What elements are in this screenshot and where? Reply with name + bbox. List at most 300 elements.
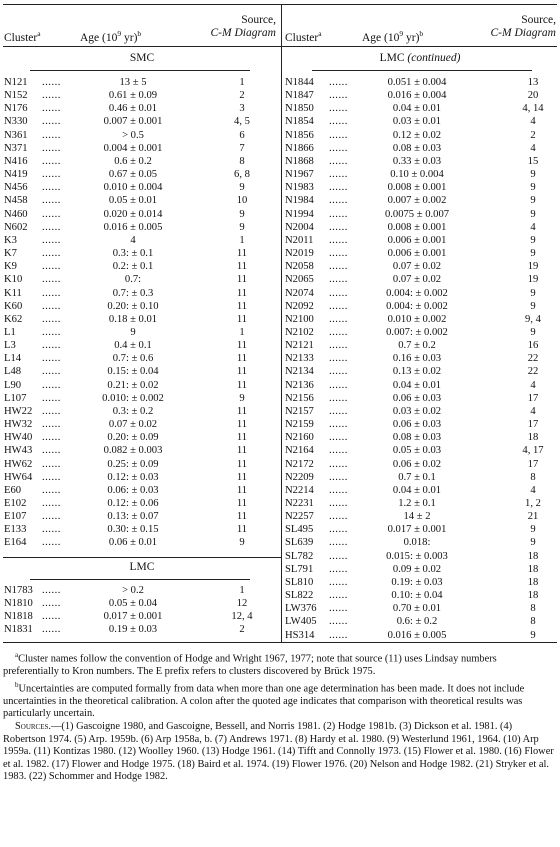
cluster-name: N2257: [285, 511, 314, 523]
age-value: 0.008 ± 0.001: [387, 221, 447, 233]
leader-dots: ......: [42, 195, 61, 207]
cluster-name: N361: [4, 129, 28, 141]
age-value: 0.082 ± 0.003: [103, 445, 163, 457]
source-value: 9: [530, 326, 536, 338]
age-value: 0.10: ± 0.04: [391, 590, 443, 602]
source-value: 4: [530, 221, 536, 233]
cluster-name: N2209: [285, 471, 314, 483]
source-value: 11: [236, 248, 248, 260]
age-value: 0.20: ± 0.10: [107, 300, 159, 312]
cluster-name: K3: [4, 234, 17, 246]
age-value: 0.004 ± 0.001: [103, 142, 163, 154]
source-value: 9: [530, 234, 536, 246]
cluster-name: N2133: [285, 353, 314, 365]
age-value: 0.006 ± 0.001: [387, 248, 447, 260]
cluster-name: N419: [4, 169, 28, 181]
age-value: 0.007 ± 0.001: [103, 116, 163, 128]
cluster-name: N2074: [285, 287, 314, 299]
age-value: 0.3: ± 0.1: [112, 248, 154, 260]
cluster-name: N1818: [4, 611, 33, 623]
age-value: 0.7: ± 0.3: [112, 287, 154, 299]
age-value: 1.2 ± 0.1: [398, 498, 436, 509]
cluster-name: SL782: [285, 550, 314, 562]
leader-dots: ......: [329, 169, 348, 181]
age-value: 0.7: ± 0.6: [112, 353, 154, 365]
table-row: [285, 326, 557, 339]
table-row: [285, 615, 557, 628]
table-row: [4, 623, 280, 636]
table-row: [285, 115, 557, 128]
table-row: [4, 471, 280, 484]
age-value: 0.09 ± 0.02: [392, 563, 442, 575]
age-value: 0.03 ± 0.01: [392, 116, 442, 128]
source-value: 11: [236, 458, 248, 470]
leader-dots: ......: [42, 484, 61, 496]
age-value: 0.010 ± 0.002: [387, 313, 447, 325]
cluster-name: N176: [4, 103, 28, 115]
lmc-table-body: [4, 584, 280, 637]
age-value: 0.008 ± 0.001: [387, 182, 447, 194]
cluster-name: HW43: [4, 445, 33, 457]
age-value: 0.30: ± 0.15: [107, 524, 159, 536]
source-value: 4: [530, 142, 536, 154]
leader-dots: ......: [42, 326, 61, 338]
leader-dots: ......: [42, 129, 61, 141]
cluster-name: L1: [4, 326, 16, 338]
table-row: [285, 589, 557, 602]
table-row: [285, 181, 557, 194]
leader-dots: ......: [329, 405, 348, 417]
cluster-name: SL791: [285, 563, 314, 575]
cluster-name: E133: [4, 524, 27, 536]
cluster-name: N602: [4, 221, 28, 233]
leader-dots: ......: [42, 445, 61, 457]
cluster-name: L90: [4, 379, 22, 391]
source-value: 2: [239, 624, 245, 636]
note-b: $^b$Uncertainties are computed formally from data when more than one age determination has been made. It does not include uncertainties in the theoretical calibration. A colon after the quoted age indicates that comparison with theoretical results was particularly uncertain.: [3, 680, 525, 720]
cluster-name: N416: [4, 155, 28, 167]
source-value: 7: [239, 142, 245, 154]
source-value: 9: [530, 169, 536, 181]
lmc-section-top-rule: [3, 557, 281, 558]
age-value: 0.19: ± 0.03: [391, 576, 443, 588]
cluster-name: L48: [4, 366, 22, 378]
age-value: 0.007: ± 0.002: [386, 326, 448, 338]
age-value: 0.05 ± 0.03: [392, 445, 442, 457]
section-title-smc: SMC: [129, 52, 155, 64]
source-value: 4, 5: [234, 116, 250, 128]
table-row: [4, 300, 280, 313]
cluster-name: N1868: [285, 155, 314, 167]
cluster-name: N2004: [285, 221, 314, 233]
leader-dots: ......: [42, 498, 61, 509]
leader-dots: ......: [329, 195, 348, 207]
table-row: [285, 313, 557, 326]
table-top-rule: [3, 4, 557, 5]
cluster-name: SL822: [285, 590, 314, 602]
table-row: [4, 326, 280, 339]
age-value: 0.12 ± 0.02: [392, 129, 442, 141]
age-value: 0.04 ± 0.01: [392, 103, 442, 115]
age-value: 0.2: ± 0.1: [112, 261, 154, 273]
source-value: 9: [239, 221, 245, 233]
table-row: [285, 300, 557, 313]
leader-dots: ......: [329, 287, 348, 299]
age-value: 0.08 ± 0.03: [392, 142, 442, 154]
cluster-name: N1866: [285, 142, 314, 154]
table-row: [285, 365, 557, 378]
source-value: 18: [527, 550, 539, 562]
source-value: 9: [530, 524, 536, 536]
source-value: 17: [527, 392, 539, 404]
source-value: 9: [239, 537, 245, 549]
source-value: 11: [236, 445, 248, 457]
table-row: [285, 352, 557, 365]
leader-dots: ......: [329, 419, 348, 431]
leader-dots: ......: [329, 550, 348, 562]
leader-dots: ......: [42, 155, 61, 167]
header-cluster-right: Cluster$^a$: [285, 29, 322, 44]
cluster-name: E60: [4, 484, 22, 496]
source-value: 9: [530, 629, 536, 641]
age-value: 0.06: ± 0.03: [107, 484, 159, 496]
table-row: [285, 155, 557, 168]
cluster-name: N1856: [285, 129, 314, 141]
age-value: 0.06 ± 0.01: [108, 537, 158, 549]
source-value: 9: [530, 537, 536, 549]
table-row: [4, 365, 280, 378]
cluster-name: N1850: [285, 103, 314, 115]
leader-dots: ......: [329, 300, 348, 312]
cluster-name: N330: [4, 116, 28, 128]
cluster-name: SL495: [285, 524, 314, 536]
source-value: 8: [530, 616, 536, 628]
age-value: 0.018:: [403, 537, 431, 549]
leader-dots: ......: [329, 274, 348, 286]
source-value: 18: [527, 590, 539, 602]
leader-dots: ......: [329, 458, 348, 470]
table-row: [4, 208, 280, 221]
table-row: [4, 339, 280, 352]
cluster-name: N2136: [285, 379, 314, 391]
cluster-name: N2058: [285, 261, 314, 273]
cluster-name: N2100: [285, 313, 314, 325]
leader-dots: ......: [42, 340, 61, 352]
source-value: 19: [527, 274, 539, 286]
cluster-name: LW376: [285, 603, 317, 615]
table-row: [285, 273, 557, 286]
source-value: 9: [530, 300, 536, 312]
leader-dots: ......: [42, 248, 61, 260]
leader-dots: ......: [42, 103, 61, 115]
table-row: [4, 155, 280, 168]
age-value: 13 ± 5: [119, 77, 147, 88]
source-value: 8: [239, 155, 245, 167]
cluster-name: N456: [4, 182, 28, 194]
age-value: 0.020 ± 0.014: [103, 208, 163, 220]
source-value: 9: [239, 208, 245, 220]
table-row: [4, 260, 280, 273]
cluster-name: HW64: [4, 471, 33, 483]
table-row: [285, 629, 557, 642]
leader-dots: ......: [42, 77, 61, 88]
source-value: 3: [239, 103, 245, 115]
cluster-name: N2164: [285, 445, 314, 457]
source-value: 9: [530, 195, 536, 207]
age-value: > 0.5: [122, 129, 144, 141]
age-value: 9: [130, 326, 136, 338]
leader-dots: ......: [329, 261, 348, 273]
source-value: 11: [236, 511, 248, 523]
source-value: 9: [239, 392, 245, 404]
source-value: 9: [239, 182, 245, 194]
table-row: [285, 471, 557, 484]
source-value: 11: [236, 432, 248, 444]
cluster-name: LW405: [285, 616, 317, 628]
cluster-name: N2160: [285, 432, 314, 444]
table-row: [4, 584, 280, 597]
table-row: [4, 392, 280, 405]
table-row: [285, 234, 557, 247]
source-value: 1: [239, 585, 245, 596]
age-value: 0.70 ± 0.01: [392, 603, 442, 615]
table-row: [4, 247, 280, 260]
source-value: 9: [530, 182, 536, 194]
cluster-name: N1983: [285, 182, 314, 194]
age-value: 0.13: ± 0.07: [107, 511, 159, 523]
table-row: [285, 523, 557, 536]
table-row: [4, 168, 280, 181]
table-row: [285, 76, 557, 89]
leader-dots: ......: [329, 511, 348, 523]
source-value: 11: [236, 340, 248, 352]
source-value: 4: [530, 484, 536, 496]
age-value: 0.004: ± 0.002: [386, 300, 448, 312]
note-sources: Sources.—(1) Gascoigne 1980, and Gascoigne, Bessell, and Norris 1981. (2) Hodge 1981b. (3) Dickson et al. 1981. (4) Robertson 1974. (5) Arp. 1959b. (6) Arp 1958a, b. (7) Andrews 1971. (8) Hardy et al. 1980. (9) Westerlund 1961, 1964. (10) Arp 1959a. (11) Kontizas 1980. (12) Woolley 1960. (13) Hodge 1961. (14) Tifft and Connolly 1973. (15) Flower et al. 1980. (16) Flower et al. 1982. (17) Flower and Hodge 1975. (18) Baird et al. 1974. (19) Flower 1976. (20) Nelson and Hodge 1982. (21) Stryker et al. 1983. (22) Schommer and Hodge 1982.: [3, 720, 554, 783]
leader-dots: ......: [329, 471, 348, 483]
leader-dots: ......: [329, 221, 348, 233]
source-value: 22: [527, 366, 539, 378]
cluster-name: SL810: [285, 576, 314, 588]
age-value: 0.67 ± 0.05: [108, 169, 158, 181]
cluster-name: N1994: [285, 208, 314, 220]
leader-dots: ......: [329, 182, 348, 194]
source-value: 11: [236, 471, 248, 483]
age-value: 0.05 ± 0.04: [108, 598, 158, 610]
leader-dots: ......: [329, 603, 348, 615]
cluster-name: K7: [4, 248, 17, 260]
table-row: [4, 287, 280, 300]
cluster-name: N1967: [285, 169, 314, 181]
leader-dots: ......: [42, 90, 61, 102]
cluster-name: N2159: [285, 419, 314, 431]
age-value: 0.46 ± 0.01: [108, 103, 158, 115]
table-row: [285, 536, 557, 549]
cluster-name: L3: [4, 340, 16, 352]
leader-dots: ......: [329, 234, 348, 246]
leader-dots: ......: [329, 103, 348, 115]
cluster-name: E164: [4, 537, 27, 549]
leader-dots: ......: [42, 116, 61, 128]
age-value: 0.016 ± 0.004: [387, 90, 447, 102]
leader-dots: ......: [329, 484, 348, 496]
cluster-name: N1810: [4, 598, 33, 610]
lmc-continued-title-rule: [312, 70, 532, 71]
leader-dots: ......: [329, 366, 348, 378]
age-value: 0.7:: [124, 274, 142, 286]
cluster-name: N152: [4, 90, 28, 102]
table-row: [4, 115, 280, 128]
age-value: 0.04 ± 0.01: [392, 484, 442, 496]
table-row: [285, 194, 557, 207]
table-row: [285, 602, 557, 615]
leader-dots: ......: [42, 419, 61, 431]
source-value: 13: [527, 77, 539, 88]
cluster-name: SL639: [285, 537, 314, 549]
source-value: 9: [530, 287, 536, 299]
table-row: [4, 431, 280, 444]
leader-dots: ......: [329, 629, 348, 641]
cluster-name: L107: [4, 392, 27, 404]
leader-dots: ......: [42, 313, 61, 325]
cluster-name: N1854: [285, 116, 314, 128]
source-value: 18: [527, 563, 539, 575]
cluster-name: N2092: [285, 300, 314, 312]
cluster-name: HW40: [4, 432, 33, 444]
cluster-name: HS314: [285, 629, 315, 641]
header-source-left: Source, C-M Diagram: [210, 14, 276, 39]
leader-dots: ......: [42, 392, 61, 404]
age-value: 0.010: ± 0.002: [102, 392, 164, 404]
age-value: 0.015: ± 0.003: [386, 550, 448, 562]
cluster-name: N1847: [285, 90, 314, 102]
table-row: [285, 221, 557, 234]
leader-dots: ......: [42, 432, 61, 444]
source-value: 1: [239, 234, 245, 246]
age-value: 0.20: ± 0.09: [107, 432, 159, 444]
lmc-title-rule: [30, 579, 250, 580]
leader-dots: ......: [329, 445, 348, 457]
table-row: [4, 444, 280, 457]
cluster-name: K10: [4, 274, 23, 286]
leader-dots: ......: [329, 340, 348, 352]
table-row: [285, 287, 557, 300]
cluster-name: L14: [4, 353, 22, 365]
leader-dots: ......: [42, 405, 61, 417]
leader-dots: ......: [42, 300, 61, 312]
age-value: 0.0075 ± 0.007: [384, 208, 450, 220]
age-value: 0.04 ± 0.01: [392, 379, 442, 391]
age-value: 0.10 ± 0.004: [390, 169, 444, 181]
source-value: 11: [236, 405, 248, 417]
table-row: [285, 208, 557, 221]
source-value: 9: [530, 248, 536, 260]
cluster-name: N2121: [285, 340, 314, 352]
leader-dots: ......: [42, 598, 61, 610]
smc-table-body: [4, 76, 280, 550]
leader-dots: ......: [329, 353, 348, 365]
leader-dots: ......: [42, 585, 61, 596]
cluster-name: N2011: [285, 234, 314, 246]
age-value: 0.05 ± 0.01: [108, 195, 158, 207]
age-value: 0.61 ± 0.09: [108, 90, 158, 102]
age-value: 0.06 ± 0.02: [392, 458, 442, 470]
table-row: [4, 379, 280, 392]
table-row: [4, 484, 280, 497]
source-value: 10: [236, 195, 248, 207]
leader-dots: ......: [42, 261, 61, 273]
source-value: 1: [239, 326, 245, 338]
cluster-name: N1783: [4, 585, 33, 596]
cluster-name: K9: [4, 261, 17, 273]
cluster-name: N2102: [285, 326, 314, 338]
leader-dots: ......: [329, 129, 348, 141]
table-row: [285, 142, 557, 155]
source-value: 15: [527, 155, 539, 167]
age-value: 0.4 ± 0.1: [114, 340, 152, 352]
leader-dots: ......: [329, 563, 348, 575]
source-value: 4, 14: [522, 103, 544, 115]
table-row: [285, 458, 557, 471]
source-value: 22: [527, 353, 539, 365]
source-value: 9: [530, 208, 536, 220]
table-row: [4, 523, 280, 536]
source-value: 4: [530, 379, 536, 391]
age-value: 0.16 ± 0.03: [392, 353, 442, 365]
table-row: [285, 431, 557, 444]
leader-dots: ......: [329, 379, 348, 391]
source-value: 11: [236, 353, 248, 365]
source-value: 11: [236, 300, 248, 312]
age-value: 0.6 ± 0.2: [114, 155, 152, 167]
cluster-name: N2172: [285, 458, 314, 470]
table-row: [4, 610, 280, 623]
age-value: 0.18 ± 0.01: [108, 313, 158, 325]
age-value: 0.03 ± 0.02: [392, 405, 442, 417]
age-value: 0.010 ± 0.004: [103, 182, 163, 194]
age-value: 0.007 ± 0.002: [387, 195, 447, 207]
source-value: 11: [236, 287, 248, 299]
section-title-lmc-continued: LMC (continued): [379, 52, 461, 64]
source-value: 11: [236, 524, 248, 536]
age-value: 0.07 ± 0.02: [392, 261, 442, 273]
cluster-name: N2157: [285, 405, 314, 417]
leader-dots: ......: [42, 142, 61, 154]
lmc-continued-table-body: [285, 76, 557, 642]
age-value: 0.016 ± 0.005: [387, 629, 447, 641]
header-age-left: Age ($10^9$ yr)$^b$: [80, 29, 142, 44]
table-row: [4, 273, 280, 286]
leader-dots: ......: [329, 90, 348, 102]
table-row: [285, 392, 557, 405]
source-value: 18: [527, 576, 539, 588]
table-row: [285, 444, 557, 457]
leader-dots: ......: [329, 392, 348, 404]
age-value: 0.25: ± 0.09: [107, 458, 159, 470]
age-value: 0.07 ± 0.02: [392, 274, 442, 286]
leader-dots: ......: [42, 624, 61, 636]
cluster-name: HW62: [4, 458, 33, 470]
age-value: 0.13 ± 0.02: [392, 366, 442, 378]
leader-dots: ......: [329, 616, 348, 628]
age-value: > 0.2: [122, 585, 144, 596]
leader-dots: ......: [42, 379, 61, 391]
leader-dots: ......: [42, 234, 61, 246]
leader-dots: ......: [329, 313, 348, 325]
cluster-name: HW32: [4, 419, 33, 431]
leader-dots: ......: [329, 537, 348, 549]
header-source-right: Source, C-M Diagram: [490, 14, 556, 39]
